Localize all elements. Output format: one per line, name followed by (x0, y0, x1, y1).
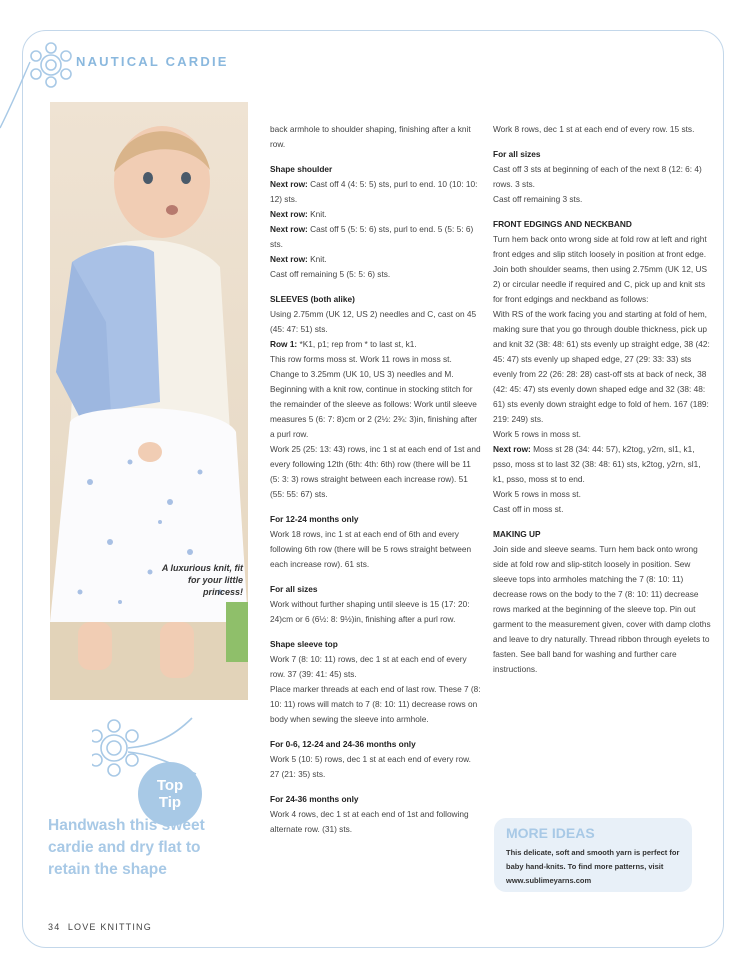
baby-photo (50, 102, 248, 700)
sleeves-increase: Work 25 (25: 13: 43) rows, inc 1 st at each end of 1st and every following 12th (6th: 4th: 6th) row (there will be 11 (5: 3: 3) rows straight between each increase row). 51 (55: 55: 67) sts. (270, 444, 481, 499)
sleeve-top-text-2: Place marker threads at each end of last row. These 7 (8: 10: 11) rows will match to 7 (8: 10: 11) decrease rows on body when sewing the sleeve into armhole. (270, 684, 481, 724)
edgings-heading: FRONT EDGINGS AND NECKBAND (493, 219, 632, 229)
edgings-text-4: Work 5 rows in moss st. (493, 429, 581, 439)
col2-allsizes-end: Cast off remaining 3 sts. (493, 194, 583, 204)
sleeve-top-heading: Shape sleeve top (270, 639, 338, 649)
sleeves-cast-on: Using 2.75mm (UK 12, US 2) needles and C, cast on 45 (45: 47: 51) sts. (270, 309, 477, 334)
column1-intro: back armhole to shoulder shaping, finishing after a knit row. (270, 124, 471, 149)
sleeves-instructions: This row forms moss st. Work 11 rows in moss st. Change to 3.25mm (UK 10, US 3) needles and M. Beginning with a knit row, continue in stocking stitch for the remainder of the sleeve as follows: Work until sleeve measures 5 (6: 7: 8)cm or 2 (2½: 2¾: 3)in, finishing after a purl row. (270, 354, 478, 439)
instructions-column-1 (270, 122, 482, 837)
making-up-text: Join side and sleeve seams. Turn hem back onto wrong side at fold row and slip-stitch loosely in position. Sew sleeve tops into armholes matching the 7 (8: 10: 11) decrease rows on the body to the 7 (8: 10: 11) decrease rows marked at the beginning of the sleeve top. Pin out garment to the measurement given, cover with damp cloths and leave to dry naturally. Thread ribbon through eyelets to fasten. See ball band for washing and further care instructions. (493, 544, 711, 674)
edgings-text-2: Join both shoulder seams, then using 2.75mm (UK 12, US 2) or circular needle if required and C, pick up and knit sts for front edgings and neckband as follows: (493, 264, 707, 304)
m06-heading: For 0-6, 12-24 and 24-36 months only (270, 739, 416, 749)
top-tip-line-2: Tip (158, 794, 182, 811)
m2436-text: Work 4 rows, dec 1 st at each end of 1st and following alternate row. (31) sts. (270, 809, 469, 834)
shoulder-row-2: Next row: Knit. (270, 209, 327, 219)
top-tip-line-1: Top (156, 777, 184, 794)
more-ideas-body: This delicate, soft and smooth yarn is perfect for baby hand-knits. To find more patterns, visit www.sublimeyarns.com (506, 848, 680, 885)
baby-illustration (50, 102, 248, 700)
m06-text: Work 5 (10: 5) rows, dec 1 st at each end of every row. 27 (21: 35) sts. (270, 754, 471, 779)
top-tip-text: Handwash this sweet cardie and dry flat to retain the shape (48, 817, 205, 878)
col2-allsizes-text: Cast off 3 sts at beginning of each of the next 8 (12: 6: 4) rows. 3 sts. (493, 164, 702, 189)
edgings-text-3: With RS of the work facing you and starting at fold of hem, making sure that you go through double thickness, pick up and knit 32 (38: 48: 61) sts evenly up straight edge, 38 (42: 45: 47) sts evenly up shaped edge, 27 (29: 33: 33) sts evenly from 22 (26: 28: 28) cast-off sts at back of neck, 38 (42: 45: 47) sts evenly down shaped edge and 32 (38: 48: 61) sts evenly down straight edge to fold of hem. 167 (189: 219: 249) sts. (493, 309, 710, 424)
edgings-text-1: Turn hem back onto wrong side at fold row at left and right front edges and slip stitch loosely in position at front edge. (493, 234, 707, 259)
shoulder-row-1: Next row: Cast off 4 (4: 5: 5) sts, purl to end. 10 (10: 10: 12) sts. (270, 179, 478, 204)
instructions-column-2 (493, 122, 711, 677)
sleeves-row-1: Row 1: *K1, p1; rep from * to last st, k1. (270, 339, 417, 349)
column2-intro: Work 8 rows, dec 1 st at each end of every row. 15 sts. (493, 124, 695, 134)
edgings-text-5: Work 5 rows in moss st. (493, 489, 581, 499)
making-up-heading: MAKING UP (493, 529, 541, 539)
shoulder-end: Cast off remaining 5 (5: 5: 6) sts. (270, 269, 391, 279)
shoulder-row-3: Next row: Cast off 5 (5: 5: 6) sts, purl to end. 5 (5: 5: 6) sts. (270, 224, 474, 249)
col2-allsizes-heading: For all sizes (493, 149, 541, 159)
page-number: 34 (48, 922, 61, 932)
page-title: NAUTICAL CARDIE (76, 54, 229, 69)
m2436-heading: For 24-36 months only (270, 794, 359, 804)
edgings-next-row: Next row: Moss st 28 (34: 44: 57), k2tog, y2rn, sl1, k1, psso, moss st to last 32 (38: 48: 61) sts, k2tog, y2rn, sl1, k1, psso, moss st to end. (493, 444, 701, 484)
more-ideas-box (494, 818, 692, 892)
m1224-text: Work 18 rows, inc 1 st at each end of 6th and every following 6th row (there will be 5 rows straight between each increase row). 61 sts. (270, 529, 472, 569)
shape-shoulder-heading: Shape shoulder (270, 164, 333, 174)
sleeves-heading: SLEEVES (both alike) (270, 294, 355, 304)
m1224-heading: For 12-24 months only (270, 514, 359, 524)
sleeve-top-text-1: Work 7 (8: 10: 11) rows, dec 1 st at each end of every row. 37 (39: 41: 45) sts. (270, 654, 467, 679)
shoulder-row-4: Next row: Knit. (270, 254, 327, 264)
page-footer (48, 922, 152, 932)
magazine-name: LOVE KNITTING (67, 922, 152, 932)
photo-caption: A luxurious knit, fit for your little princess! (161, 563, 243, 597)
edgings-text-6: Cast off in moss st. (493, 504, 564, 514)
allsizes-heading: For all sizes (270, 584, 318, 594)
allsizes-text: Work without further shaping until sleeve is 15 (17: 20: 24)cm or 6 (6½: 8: 9½)in, finishing after a purl row. (270, 599, 470, 624)
more-ideas-heading: MORE IDEAS (506, 825, 595, 841)
flower-icon (26, 40, 76, 90)
